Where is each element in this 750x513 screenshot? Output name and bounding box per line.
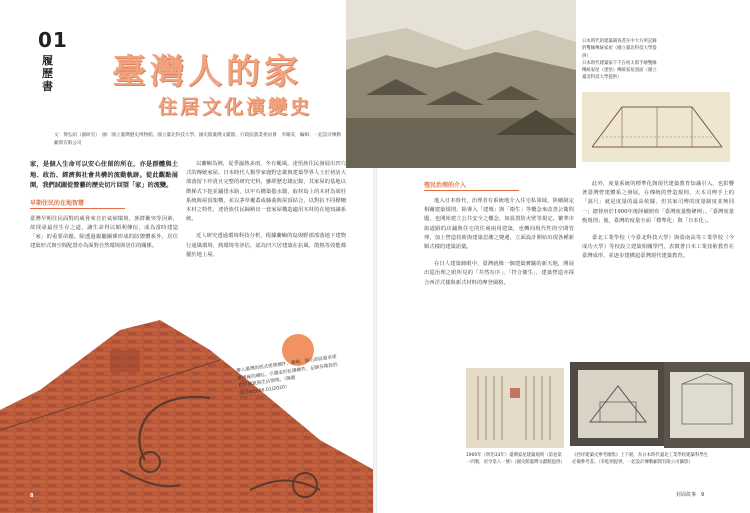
subhead-colonial: 殖民治理的介入 [424, 180, 519, 191]
village-photo [346, 0, 576, 168]
photo-caption-regulation: 1900年（明治33年）臺灣家屋建築規則（第卷第一四號，府令第八一號）（國史館臺灣文獻館提供） [466, 453, 565, 466]
column-1 [30, 160, 178, 251]
brick-gable-photo [0, 320, 374, 513]
column-3-para-2: 在日人建築師眼中，臺灣就像一個建築實驗的新天地，開展出從治理之眼所見的「井然有序」、「符合衛生」，建築營造亦採合西洋式樣與新式材料的摩登風格。 [424, 261, 574, 286]
page-footer: 封面故事 9 [676, 492, 705, 498]
architecture-book-photo [570, 362, 666, 446]
left-page [0, 0, 374, 513]
page-subtitle: 住居文化演變史 [158, 96, 313, 118]
lead-paragraph: 家，是個人生命可以安心住留的所在，亦是群體與土地、政治、經濟與社會共構的流動軌跡。從此觀點展開，我們試圖從營藝的歷史切片回望「家」的流變。 [30, 161, 178, 189]
column-2-para-2: 近人研究透過環境科技分析，根據蘭嶼的島與野部部落地下建物行通風環境、熱環境等評估，認為凹穴居建築在抗風、散熱等效能都優於地上屋。 [186, 233, 346, 258]
page-number: 8 [30, 493, 34, 499]
column-2 [186, 160, 346, 260]
regulation-document-photo [466, 368, 564, 448]
credits: 文：傅弘紹（副研究） 圖：國立臺灣歷史博物館、國立臺北科技大學、國史館臺灣文獻館、行政院農業委員會 李剛美 編輯：一起設計傳動顧問有限公司 [54, 133, 342, 146]
column-3 [424, 180, 574, 288]
section-name: 履歷書 [42, 54, 53, 93]
house-section-drawing [582, 92, 730, 162]
architecture-book-photo-2 [664, 362, 750, 448]
photo-caption: 傳入臺灣的西式建築構件，蘭嶼、族山部區臺承建築傳統的磚紅、引牆家形紅磚構件，記錄各階段的居住風貌與生活情境。（陳健堯/2005.06.01/2020） [236, 354, 338, 397]
column-4-para-1: 此外，度量系統的標準化與現代建築教育知識引入，也影響著臺灣營建體系之發展。在傳統的營造規則，大木司傅手上的「篙尺」就是度量的最高依據，但其家司傅的度量制度並無同一；總督府於1900年後陸續頒布「臺灣度量衡條例」、「臺灣度量衡規則」後，臺灣的度量全面「標準化」與「日本化」。 [582, 181, 734, 224]
column-1-text: 臺灣早期住民面對的威脅來自於氣候環境、族群衝突等因素，故找尋最佳生存之道，讓生命得以順利傳衍，成為當時建造「家」的重要命題。除透過親屬關係形成的防禦體系外，居住建築形式與空間配置亦為面對自然環境與居住的關係。 [30, 215, 178, 250]
photo-caption-book: 《西洋建築史參考圖集》上下冊，為日本時代臺北工業學校建築科學生必備參考書。（李乾朗提供，一起設計傳動顧問有限公司攝影） [572, 453, 709, 466]
column-2-para-1: 以蘭嶼為例，夏季濕熱多雨，冬有颱風，達悟族住民發展出凹穴式的傳統家屋。日本時代人類學家鹿野忠雄與建築學界人士於初訪大部落留下珍貴且完整的研究史料，雖經歷忠雄記錄，其家屋的基地以階梯式下挖並鋪排水路，以牢石構築擋水牆，取材島上的木材為梁柱系統與屋頂架構，並以茅草覆蓋或藤曲與屋頂結合，以對抗不同樑柵木材之特性，達悟族住民歸納出一套家屋構造適用木材的在地知識系統。 [186, 161, 346, 223]
column-3-para-1: 進入日本時代，治理者有系統地介入住宅私領域，陸續制定相關建築規則，除導入「建城」與「衛生」等概念來改善公衛問題，也開始建立公共安全之概念，如設置防火壁等規定。繁華市街道路的店鋪與住宅的住商兩用建築，也轉向現代性的空間管理，加上營造技術與建築思潮之變遷，立面設計開始出現各種新穎式樣的建築語彙。 [424, 198, 574, 251]
section-number: 01 [38, 28, 68, 52]
photo-caption-top: 日本時代的建築調查者在中大方所記錄的雙緣傳統家屋（國立臺北科技大學提供） 日本時代建築家千千在初太郎手繪雙緣傳統家屋（達悟）傳統家屋剖面（國立臺北科技大學提供） [582, 39, 657, 81]
subhead-early: 早期住民的在地智慧 [30, 198, 125, 209]
column-4-para-2: 臺北工業學校（今臺北科技大學）與臺南高等工業學校（今成功大學）等校設立建築相關學門，表徵著日本工業技術教育在臺灣成形，並逐步建構起臺灣現代建築教育。 [582, 235, 734, 260]
page-title: 臺灣人的家 [112, 52, 302, 92]
column-4 [582, 180, 734, 262]
